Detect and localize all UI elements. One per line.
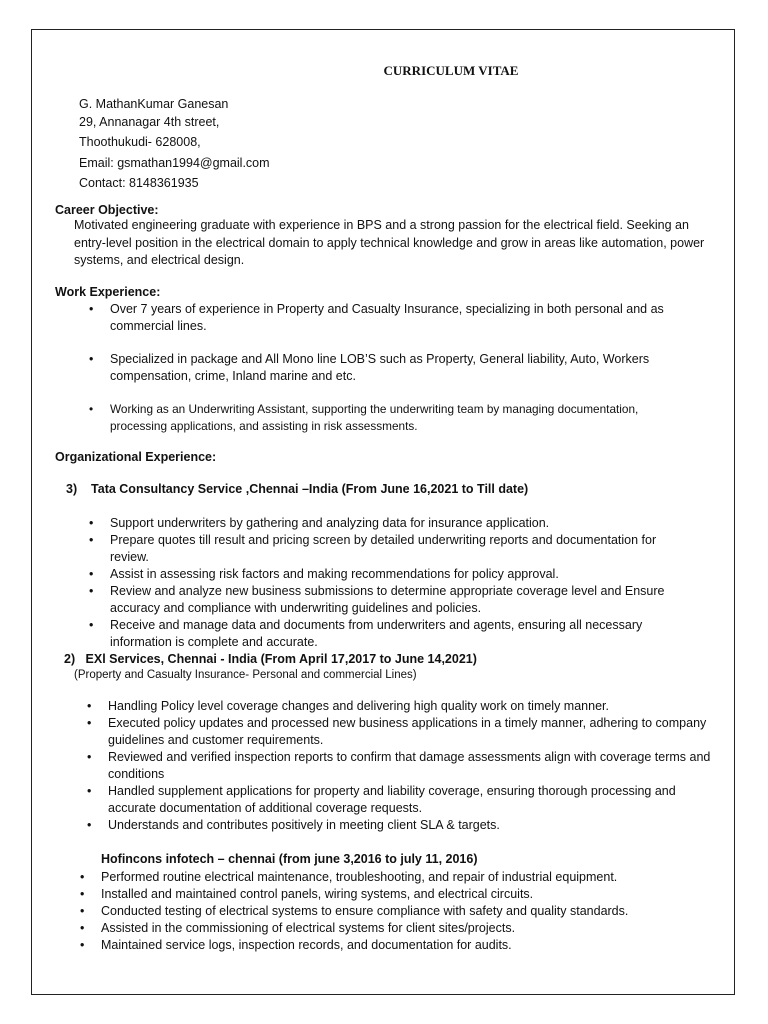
bullet-icon: • [89, 533, 94, 547]
address-line-1: 29, Annanagar 4th street, [79, 114, 220, 129]
list-item: • Prepare quotes till result and pricing screen by detailed underwriting reports and documentation for review. [89, 533, 657, 564]
email: Email: gsmathan1994@gmail.com [79, 155, 270, 170]
list-item: • Working as an Underwriting Assistant, supporting the underwriting team by managing documentation, processing applications, and assisting in risk assessments. [89, 402, 639, 433]
bullet-icon: • [89, 402, 94, 416]
name: G. MathanKumar Ganesan [79, 97, 229, 111]
phone: Contact: 8148361935 [79, 176, 199, 190]
list-item: • Handling Policy level coverage changes and delivering high quality work on timely manner. [87, 699, 609, 713]
list-item: • Handled supplement applications for property and liability coverage, ensuring thorough processing and accurate documentation of additional coverage requests. [87, 784, 676, 815]
exl-note: (Property and Casualty Insurance- Personal and commercial Lines) [74, 669, 417, 681]
list-item: • Specialized in package and All Mono line LOB’S such as Property, General liability, Auto, Workers compensation, crime, Inland marine and etc. [89, 352, 650, 383]
list-item: • Understands and contributes positively in meeting client SLA & targets. [87, 818, 500, 832]
bullet-icon: • [89, 618, 94, 632]
work-experience-list [89, 301, 695, 435]
career-objective-heading: Career Objective: [55, 203, 159, 217]
bullet-icon: • [89, 302, 94, 316]
bullet-icon: • [89, 516, 94, 530]
list-item: • Over 7 years of experience in Property and Casualty Insurance, specializing in both personal and as commercial lines. [89, 302, 664, 333]
bullet-icon: • [89, 567, 94, 581]
bullet-icon: • [80, 938, 85, 952]
list-item: • Executed policy updates and processed new business applications in a timely manner, adhering to company guidelines and customer requirements. [87, 716, 707, 747]
list-item: • Review and analyze new business submissions to determine appropriate coverage level and Ensure accuracy and compliance with underwriting guidelines and policies. [89, 584, 665, 615]
career-objective-text: Motivated engineering graduate with experience in BPS and a strong passion for the electrical field. Seeking an entry-level position in the electrical domain to apply technical knowledge and grow in areas like automation, power systems, and electrical design. [74, 218, 705, 267]
bullet-icon: • [80, 904, 85, 918]
bullet-icon: • [87, 750, 92, 764]
bullet-icon: • [89, 352, 94, 366]
list-item: • Assist in assessing risk factors and making recommendations for policy approval. [89, 567, 559, 581]
list-item: • Conducted testing of electrical systems to ensure compliance with safety and quality standards. [80, 904, 629, 918]
bullet-icon: • [87, 699, 92, 713]
list-item: • Receive and manage data and documents from underwriters and agents, ensuring all necessary information is complete and accurate. [89, 618, 643, 649]
list-item: • Performed routine electrical maintenance, troubleshooting, and repair of industrial equipment. [80, 870, 618, 884]
list-item: • Maintained service logs, inspection records, and documentation for audits. [80, 938, 512, 952]
bullet-icon: • [87, 818, 92, 832]
exl-heading: 2) EXl Services, Chennai - India (From April 17,2017 to June 14,2021) [64, 652, 477, 666]
bullet-icon: • [87, 716, 92, 730]
list-item: • Installed and maintained control panels, wiring systems, and electrical circuits. [80, 887, 534, 901]
address-line-2: Thoothukudi- 628008, [79, 135, 201, 149]
work-experience-heading: Work Experience: [55, 285, 161, 299]
exl-list [87, 698, 713, 834]
bullet-icon: • [89, 584, 94, 598]
hofincons-heading: Hofincons infotech – chennai (from june 3,2016 to july 11, 2016) [101, 852, 478, 866]
list-item: • Assisted in the commissioning of electrical systems for client sites/projects. [80, 921, 516, 935]
list-item: • Reviewed and verified inspection reports to confirm that damage assessments align with coverage terms and conditions [87, 750, 711, 781]
tcs-list [89, 515, 695, 651]
list-item: • Support underwriters by gathering and analyzing data for insurance application. [89, 516, 550, 530]
bullet-icon: • [80, 870, 85, 884]
org-experience-heading: Organizational Experience: [55, 450, 217, 464]
bullet-icon: • [87, 784, 92, 798]
bullet-icon: • [80, 887, 85, 901]
bullet-icon: • [80, 921, 85, 935]
document-title: CURRICULUM VITAE [383, 63, 519, 78]
contact-block [79, 94, 270, 194]
tcs-heading: 3) Tata Consultancy Service ,Chennai –India (From June 16,2021 to Till date) [66, 482, 529, 496]
hofincons-list [80, 869, 711, 954]
